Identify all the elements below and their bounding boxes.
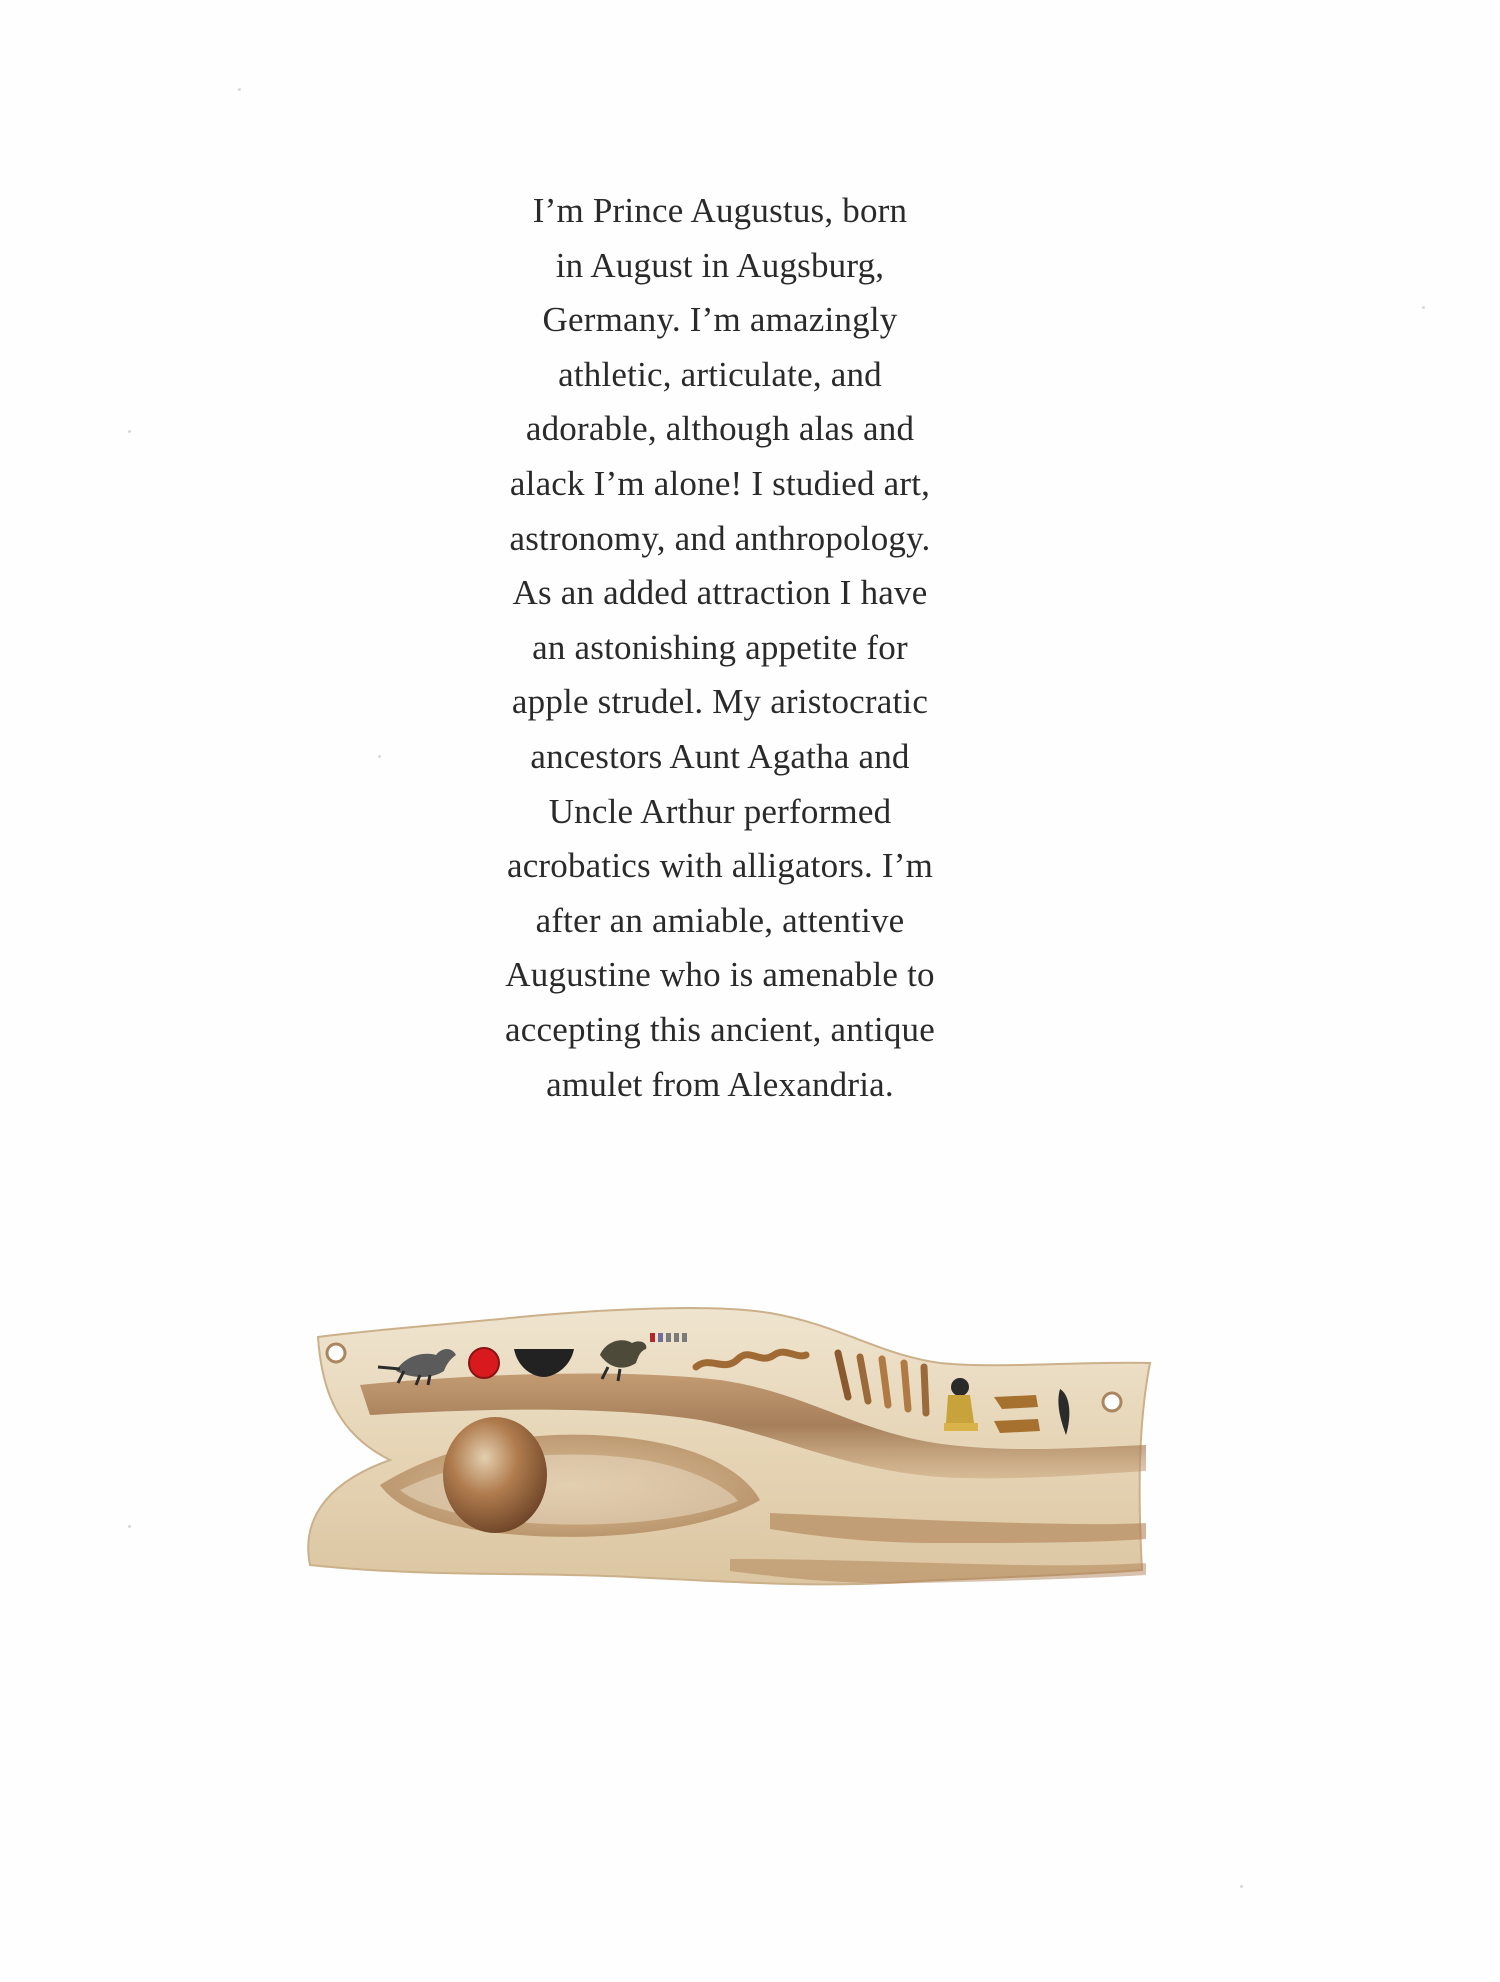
poem-line: alack I’m alone! I studied art, bbox=[509, 463, 931, 503]
paper-speck bbox=[1240, 1885, 1243, 1888]
poem-line: ancestors Aunt Agatha and bbox=[530, 736, 910, 776]
poem-line: amulet from Alexandria. bbox=[546, 1064, 894, 1104]
stroke-glyph bbox=[658, 1333, 663, 1342]
sun-disc-glyph bbox=[469, 1348, 499, 1378]
suspension-hole-right bbox=[1103, 1393, 1121, 1411]
poem-line: Uncle Arthur performed bbox=[548, 791, 892, 831]
poem-line: I’m Prince Augustus, born bbox=[532, 191, 908, 230]
poem-line: accepting this ancient, antique bbox=[505, 1009, 935, 1049]
eye-pupil bbox=[443, 1417, 547, 1533]
poem-line: after an amiable, attentive bbox=[535, 900, 905, 940]
poem-line: athletic, articulate, and bbox=[558, 354, 882, 394]
paper-speck bbox=[378, 755, 381, 758]
poem-line: adorable, although alas and bbox=[525, 409, 915, 449]
paper-speck bbox=[238, 88, 241, 91]
poem-line: Germany. I’m amazingly bbox=[542, 300, 898, 340]
eye-of-horus-amulet bbox=[300, 1285, 1160, 1625]
poem-line: in August in Augsburg, bbox=[555, 245, 885, 285]
poem-line: acrobatics with alligators. I’m bbox=[506, 846, 934, 886]
paper-speck bbox=[1422, 306, 1425, 309]
poem-text bbox=[440, 184, 1000, 1112]
amulet-body bbox=[308, 1308, 1150, 1584]
poem-line: astronomy, and anthropology. bbox=[509, 518, 931, 558]
stroke-glyph bbox=[650, 1333, 655, 1342]
arm-glyph bbox=[994, 1419, 1040, 1433]
stroke-glyph bbox=[666, 1333, 671, 1342]
poem-line: apple strudel. My aristocratic bbox=[511, 682, 929, 722]
suspension-hole-left bbox=[327, 1344, 345, 1362]
paper-speck bbox=[128, 430, 131, 433]
poem-line: As an added attraction I have bbox=[512, 573, 928, 613]
stroke-glyph bbox=[674, 1333, 679, 1342]
paper-speck bbox=[128, 1525, 131, 1528]
poem-line: Augustine who is amenable to bbox=[505, 955, 935, 995]
poem-line: an astonishing appetite for bbox=[532, 627, 908, 667]
reed-glyph bbox=[904, 1363, 908, 1409]
stroke-glyph bbox=[682, 1333, 687, 1342]
reed-glyph bbox=[924, 1367, 926, 1413]
